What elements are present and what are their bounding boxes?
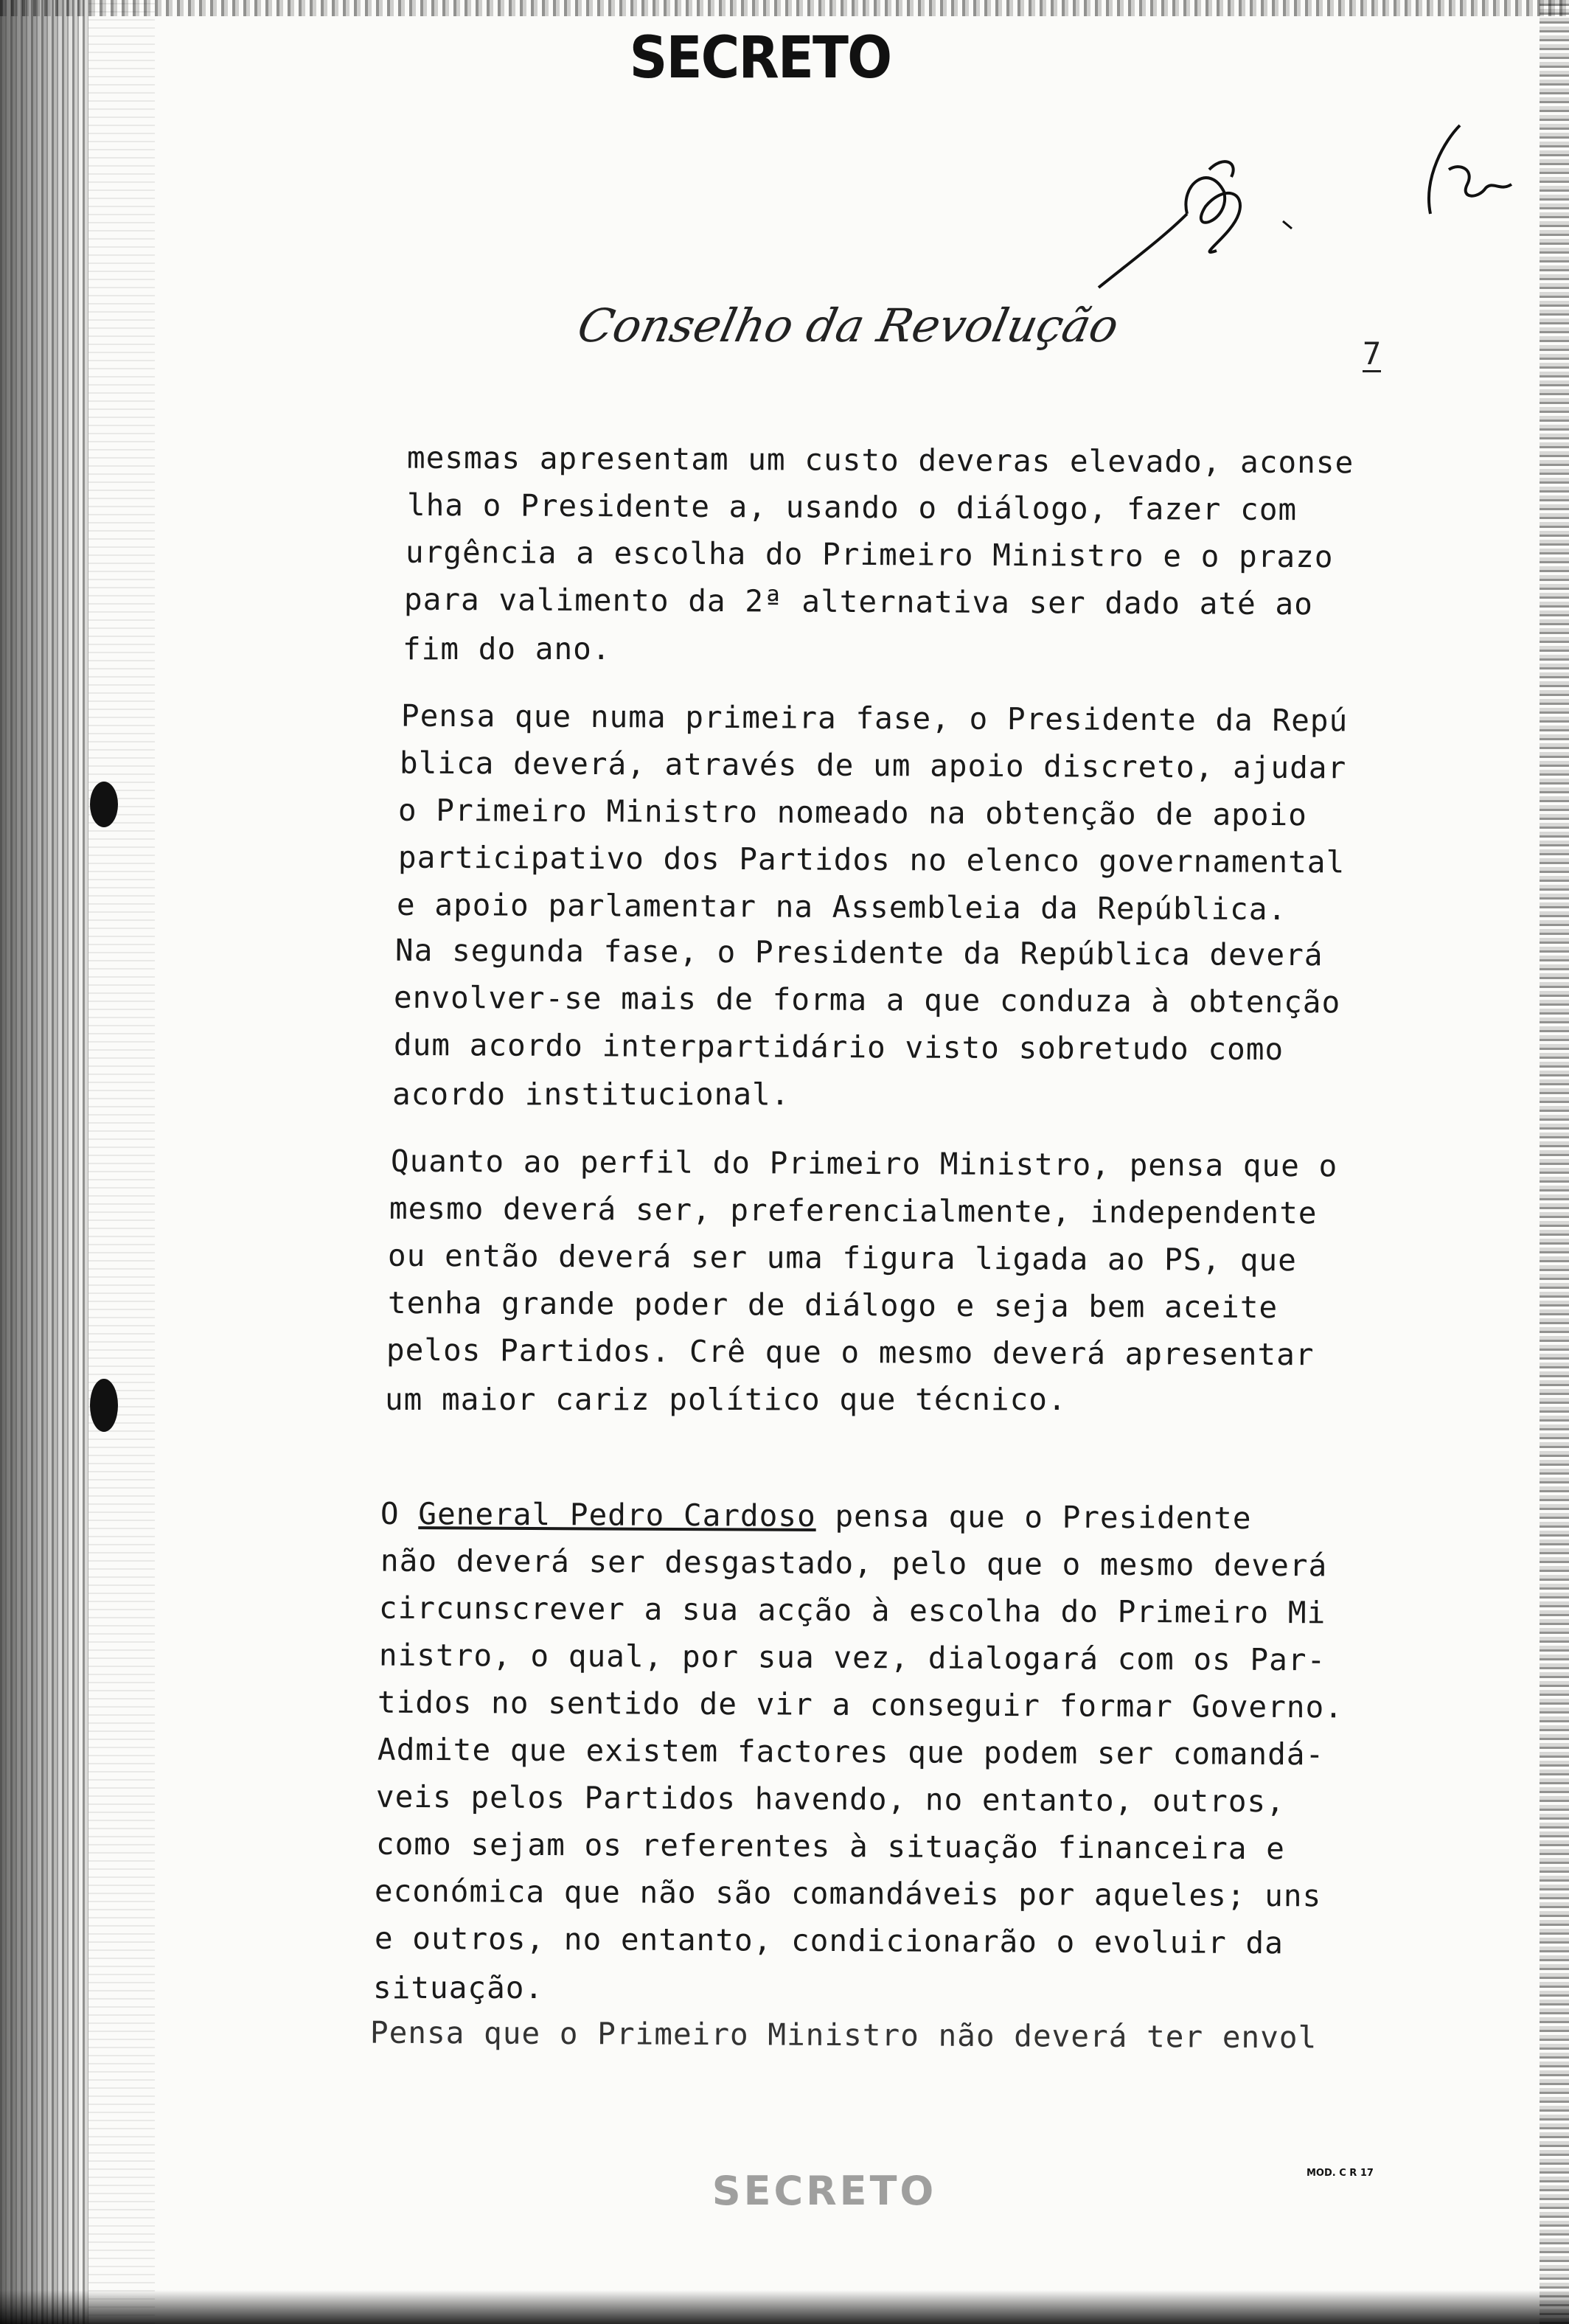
text-line: tenha grande poder de diálogo e seja bem aceite xyxy=(387,1284,1278,1326)
text-line: não deverá ser desgastado, pelo que o mesmo deverá xyxy=(380,1542,1328,1584)
text-line: Pensa que numa primeira fase, o Presidente da Repú xyxy=(400,697,1349,739)
text-line: urgência a escolha do Primeiro Ministro e o prazo xyxy=(405,534,1334,575)
text-line: mesmas apresentam um custo deveras elevado, aconse xyxy=(406,439,1354,481)
scan-noise-bottom xyxy=(0,2290,1569,2324)
text-line: fim do ano. xyxy=(403,631,611,667)
text-line: pelos Partidos. Crê que o mesmo deverá apresentar xyxy=(386,1332,1315,1373)
classification-stamp-top: SECRETO xyxy=(629,25,891,91)
text-line: Na segunda fase, o Presidente da República deverá xyxy=(394,932,1323,973)
text-line: situação. xyxy=(373,1970,544,2005)
scan-noise-left xyxy=(0,0,88,2324)
punch-hole-icon xyxy=(90,782,118,827)
text-line xyxy=(380,1496,1252,1536)
text-line: como sejam os referentes à situação financeira e xyxy=(375,1826,1285,1867)
letterhead-title: Conselho da Revolução xyxy=(573,299,1124,352)
text-line: o Primeiro Ministro nomeado na obtenção de apoio xyxy=(397,792,1307,833)
text-line: Admite que existem factores que podem ser comandá- xyxy=(377,1731,1325,1772)
text-line: lha o Presidente a, usando o diálogo, fazer com xyxy=(406,487,1298,528)
text-prefix: O xyxy=(380,1495,419,1532)
text-line: Pensa que o Primeiro Ministro não deverá ter envol xyxy=(369,2014,1318,2056)
punch-hole-icon xyxy=(90,1379,118,1432)
text-line: um maior cariz político que técnico. xyxy=(385,1382,1067,1417)
scan-noise-top xyxy=(0,0,1569,16)
text-line: económica que não são comandáveis por aqueles; uns xyxy=(374,1873,1322,1914)
form-code: MOD. C R 17 xyxy=(1307,2168,1374,2179)
text-line: e apoio parlamentar na Assembleia da República. xyxy=(396,886,1287,928)
text-line: Quanto ao perfil do Primeiro Ministro, pensa que o xyxy=(390,1143,1338,1184)
text-line: acordo institucional. xyxy=(392,1076,790,1112)
text-line: blica deverá, através de um apoio discreto, ajudar xyxy=(399,745,1347,786)
text-line: participativo dos Partidos no elenco governamental xyxy=(397,839,1346,880)
text-line: circunscrever a sua acção à escolha do Primeiro Mi xyxy=(378,1590,1326,1631)
scan-noise-left-inner xyxy=(88,0,155,2324)
text-line: mesmo deverá ser, preferencialmente, independente xyxy=(389,1190,1318,1231)
classification-stamp-bottom: SECRETO xyxy=(712,2168,937,2214)
text-line: nistro, o qual, por sua vez, dialogará com os Par- xyxy=(378,1637,1326,1678)
text-line: dum acordo interpartidário visto sobretudo como xyxy=(393,1026,1284,1068)
text-line: e outros, no entanto, condicionarão o evoluir da xyxy=(374,1920,1284,1961)
text-line: veis pelos Partidos havendo, no entanto, outros, xyxy=(375,1778,1285,1820)
text-rest: pensa que o Presidente xyxy=(815,1498,1252,1537)
text-line: envolver-se mais de forma a que conduza à obtenção xyxy=(393,979,1341,1020)
text-line: ou então deverá ser uma figura ligada ao PS, que xyxy=(387,1237,1297,1278)
text-line: para valimento da 2ª alternativa ser dado até ao xyxy=(403,581,1313,622)
page-number: 7 xyxy=(1363,335,1382,372)
text-line: tidos no sentido de vir a conseguir formar Governo. xyxy=(377,1684,1344,1725)
speaker-name: General Pedro Cardoso xyxy=(418,1496,816,1534)
handwritten-initials-icon xyxy=(1076,111,1519,317)
scan-noise-right xyxy=(1540,0,1569,2324)
